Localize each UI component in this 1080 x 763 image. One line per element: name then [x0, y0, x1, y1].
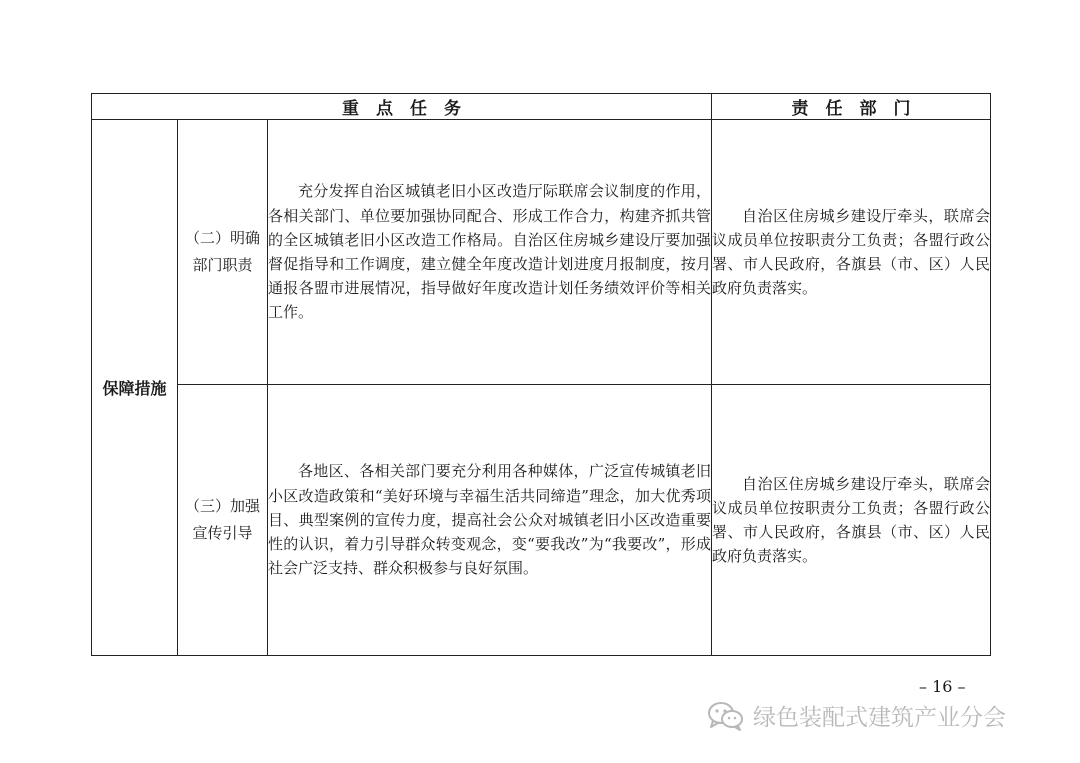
- table-row: [92, 385, 991, 656]
- task-text: 充分发挥自治区城镇老旧小区改造厅际联席会议制度的作用，各相关部门、单位要加强协同配合、形成工作合力，构建齐抓共管的全区城镇老旧小区改造工作格局。自治区住房城乡建设厅要加强督促指导和工作调度，建立健全年度改造计划进度月报制度，按月通报各盟市进展情况，指导做好年度改造计划任务绩效评价等相关工作。: [268, 182, 711, 322]
- department-text: 自治区住房城乡建设厅牵头，联席会议成员单位按职责分工负责；各盟行政公署、市人民政府，各旗县（市、区）人民政府负责落实。: [712, 474, 990, 566]
- department-text: 自治区住房城乡建设厅牵头，联席会议成员单位按职责分工负责；各盟行政公署、市人民政府，各旗县（市、区）人民政府负责落实。: [712, 206, 990, 298]
- policy-table: [91, 93, 991, 656]
- watermark: [707, 699, 1006, 732]
- subtitle-line: （二）明确: [184, 229, 260, 247]
- task-cell: [268, 385, 712, 656]
- header-key-tasks: 重 点 任 务: [92, 94, 712, 120]
- department-cell: [712, 385, 991, 656]
- watermark-text: 绿色装配式建筑产业分会: [753, 705, 1006, 731]
- task-cell: [268, 120, 712, 385]
- subtitle-line: （三）加强: [184, 497, 260, 515]
- table-row: [92, 120, 991, 385]
- task-text: 各地区、各相关部门要充分利用各种媒体，广泛宣传城镇老旧小区改造政策和“美好环境与幸福生活共同缔造”理念，加大优秀项目、典型案例的宣传力度，提高社会公众对城镇老旧小区改造重要性的认识，着力引导群众转变观念，变“要我改”为“我要改”，形成社会广泛支持、群众积极参与良好氛围。: [268, 462, 711, 578]
- department-cell: [712, 120, 991, 385]
- header-row: [92, 94, 991, 120]
- header-responsible-department: 责 任 部 门: [712, 94, 991, 120]
- subtitle-line: 宣传引导: [192, 524, 253, 542]
- subtitle-line: 部门职责: [192, 256, 253, 274]
- subtitle-cell: [178, 120, 268, 385]
- wechat-icon: [707, 700, 745, 732]
- subtitle-cell: [178, 385, 268, 656]
- page-number: – 16 –: [919, 677, 966, 696]
- category-cell: 保障措施: [92, 120, 178, 656]
